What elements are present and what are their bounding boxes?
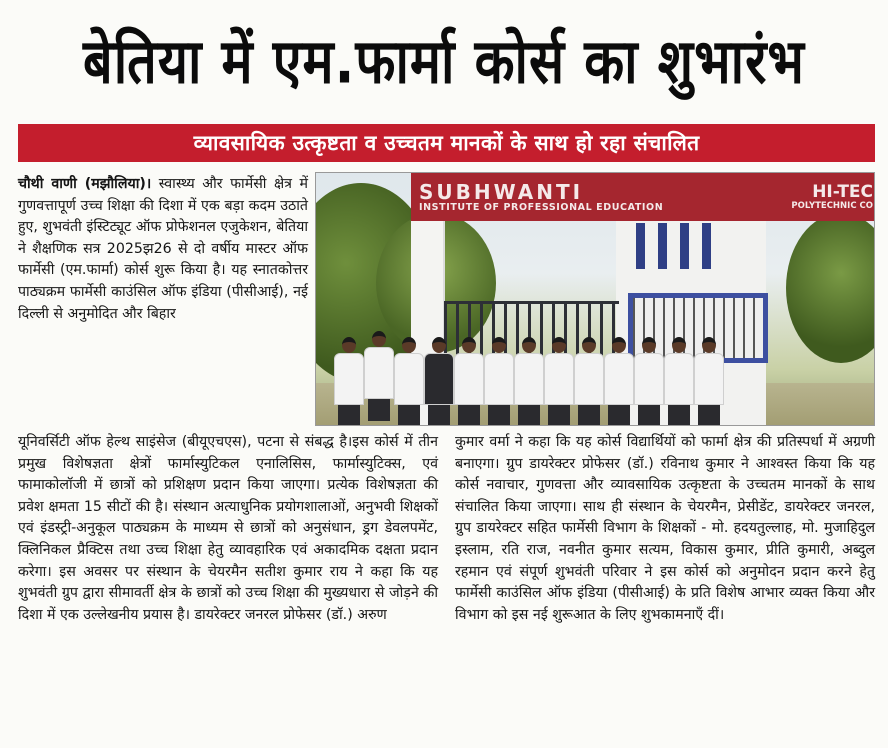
group-of-students — [330, 323, 730, 426]
person — [334, 337, 364, 426]
person — [604, 337, 634, 426]
person — [544, 337, 574, 426]
person — [574, 337, 604, 426]
photo-tree — [786, 213, 875, 363]
subheadline-bar — [18, 124, 875, 162]
headline: बेतिया में एम.फार्मा कोर्स का शुभारंभ — [83, 26, 805, 98]
banner-right-title: HI-TEC — [812, 182, 873, 202]
dateline: चौथी वाणी (मझौलिया)। — [18, 176, 152, 192]
person — [634, 337, 664, 426]
article-intro-text: स्वास्थ्य और फार्मेसी क्षेत्र में गुणवत्तापूर्ण उच्च शिक्षा की दिशा में एक बड़ा कदम उठाते हुए, शुभवंती इंस्टिट्यूट ऑफ प्रोफेशनल एजुकेशन, बेतिया ने शैक्षणिक सत्र 2025झ26 से दो वर्षीय मास्टर ऑफ फार्मेसी (एम.फार्मा) कोर्स शुरू किया है। यह स्नातकोत्तर पाठ्यक्रम फार्मेसी काउंसिल ऑफ इंडिया (पीसीआई), नई दिल्ली से अनुमोदित और बिहार — [18, 176, 308, 322]
person — [484, 337, 514, 426]
banner-left-title: SUBHWANTI — [419, 179, 584, 204]
person — [394, 337, 424, 426]
article-column-right: कुमार वर्मा ने कहा कि यह कोर्स विद्यार्थियों को फार्मा क्षेत्र की प्रतिस्पर्धा में अग्रणी बनाएगा। ग्रुप डायरेक्टर प्रोफेसर (डॉ.) रविनाथ कुमार ने आश्वस्त किया कि यह कोर्स नवाचार, गुणवत्ता और व्यावसायिक उत्कृष्टता के उच्चतम मानकों के साथ संचालित किया जाएगा। साथ ही संस्थान के चेयरमैन, प्रेसीडेंट, डायरेक्टर जनरल, ग्रुप डायरेक्टर सहित फार्मेसी विभाग के शिक्षकों - मो. हदयतुल्लाह, मो. मुजाहिदुल इस्लाम, रति राज, नवनीत कुमार सत्यम, विकास कुमार, प्रीति कुमारी, अब्दुल रहमान एवं संपूर्ण शुभवंती परिवार ने इस कोर्स को अनुमोदन प्रदान करने हेतु फार्मेसी काउंसिल ऑफ इंडिया (पीसीआई) के प्रति विशेष आभार व्यक्त किया और विभाग को इस नई शुरूआत के लिए शुभकामनाएँ दीं। — [455, 434, 875, 623]
banner-left — [419, 179, 664, 213]
banner-right-subtitle: POLYTECHNIC CO — [791, 201, 873, 211]
news-photo — [315, 172, 875, 426]
banner-right — [791, 183, 873, 211]
banner-left-subtitle: INSTITUTE OF PROFESSIONAL EDUCATION — [419, 201, 664, 213]
person — [364, 331, 394, 426]
article-column-left: यूनिवर्सिटी ऑफ हेल्थ साइंसेज (बीयूएचएस), पटना से संबद्ध है।इस कोर्स में तीन प्रमुख विशेषज्ञता क्षेत्रों फार्मास्युटिकल एनालिसिस, फार्मास्युटिक्स, एवं फामाकोलॉजी में छात्रों को प्रशिक्षण प्रदान किया जाएगा। प्रत्येक विशेषज्ञता की प्रवेश क्षमता 15 सीटों की है। संस्थान अत्याधुनिक प्रयोगशालाओं, अनुभवी शिक्षकों एवं इंडस्ट्री-अनुकूल पाठ्यक्रम के माध्यम से छात्रों को अनुसंधान, ड्रग डेवलपमेंट, क्लिनिकल प्रैक्टिस तथा उच्च शिक्षा हेतु व्यावहारिक एवं अकादमिक दक्षता प्रदान करेगा। इस अवसर पर संस्थान के चेयरमैन सतीश कुमार राय ने कहा कि यह शुभवंती ग्रुप द्वारा सीमावर्ती क्षेत्र के छात्रों को उच्च शिक्षा की मुख्यधारा से जोड़ने की दिशा में एक उल्लेखनीय प्रयास है। डायरेक्टर जनरल प्रोफेसर (डॉ.) अरुण — [18, 434, 438, 623]
subheadline: व्यावसायिक उत्कृष्टता व उच्चतम मानकों के साथ हो रहा संचालित — [193, 131, 700, 155]
institute-banner — [411, 173, 875, 221]
article-intro — [18, 174, 308, 325]
person — [454, 337, 484, 426]
person — [664, 337, 694, 426]
person — [424, 337, 454, 426]
gate-slats — [636, 223, 716, 269]
person — [694, 337, 724, 426]
person — [514, 337, 544, 426]
